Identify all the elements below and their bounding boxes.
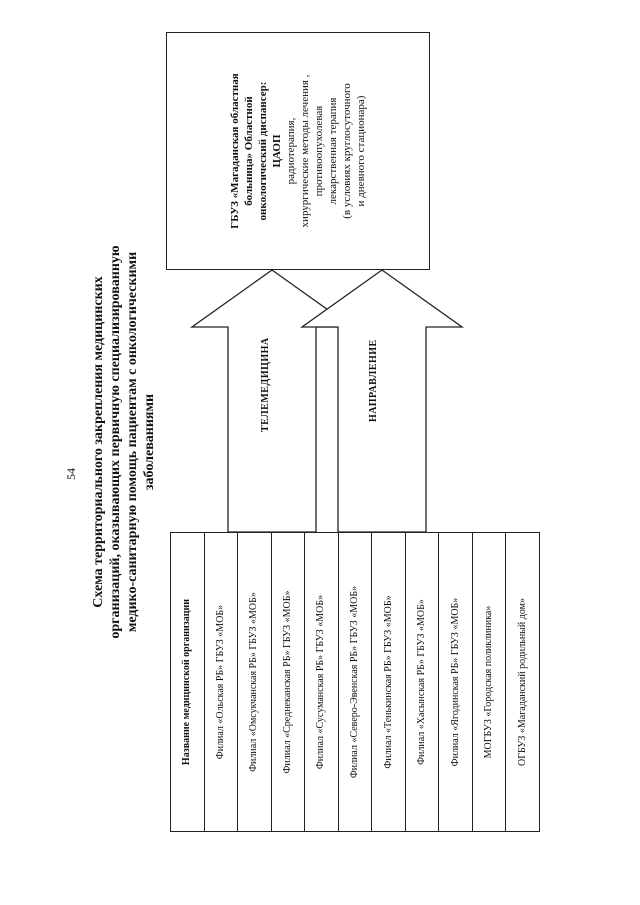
organization-row: Филиал «Сусуманская РБ» ГБУЗ «МОБ» [305, 533, 339, 831]
organization-row: МОГБУЗ «Городская поликлиника» [473, 533, 507, 831]
dispensary-name-line: ГБУЗ «Магаданская областная [229, 73, 241, 229]
dispensary-service-line: радиотерапия, [285, 117, 297, 185]
title-line: заболеваниями [142, 393, 157, 491]
organization-row: Филиал «Ягодинская РБ» ГБУЗ «МОБ» [439, 533, 473, 831]
dispensary-name-line: ЦАОП [271, 134, 283, 168]
dispensary-service-line: хирургические методы лечения , [299, 74, 311, 228]
organization-row: Филиал «Ольская РБ» ГБУЗ «МОБ» [205, 533, 239, 831]
organization-row: ОГБУЗ «Магаданский родильный дом» [516, 598, 528, 766]
organization-row: Филиал «Тенькинская РБ» ГБУЗ «МОБ» [372, 533, 406, 831]
dispensary-service-line: лекарственная терапия [327, 97, 339, 205]
organization-row: Филиал «Среднеканская РБ» ГБУЗ «МОБ» [272, 533, 306, 831]
dispensary-service-line: противоопухолевая [313, 105, 325, 197]
organizations-table [170, 532, 540, 832]
organization-row: Филиал «Омсукчанская РБ» ГБУЗ «МОБ» [238, 533, 272, 831]
dispensary-service-line: (в условиях круглосуточного [341, 83, 353, 219]
dispensary-name-line: онкологический диспансер: [257, 81, 269, 221]
title-line: медико-санитарную помощь пациентам с онкологическими [125, 251, 140, 633]
page-title [90, 217, 158, 667]
dispensary-name-line: больница» Областной [243, 96, 255, 206]
referral-arrow [302, 270, 462, 532]
title-line: организаций, оказывающих первичную специализированную [108, 245, 123, 639]
scheme-diagram [60, 12, 580, 892]
title-line: Схема территориального закрепления медицинских [91, 276, 106, 608]
organizations-header: Название медицинской организации [171, 533, 205, 831]
referral-label: НАПРАВЛЕНИЕ [368, 339, 379, 422]
organization-row: Филиал «Хасынская РБ» ГБУЗ «МОБ» [406, 533, 440, 831]
arrows-graphic [170, 262, 450, 532]
telemedicine-label: ТЕЛЕМЕДИЦИНА [260, 337, 271, 432]
oncology-dispensary-box [166, 32, 430, 270]
dispensary-service-line: и дневного стационара) [355, 95, 367, 207]
page-number: 54 [64, 468, 78, 480]
organization-row: Филиал «Северо-Эвенская РБ» ГБУЗ «МОБ» [339, 533, 373, 831]
